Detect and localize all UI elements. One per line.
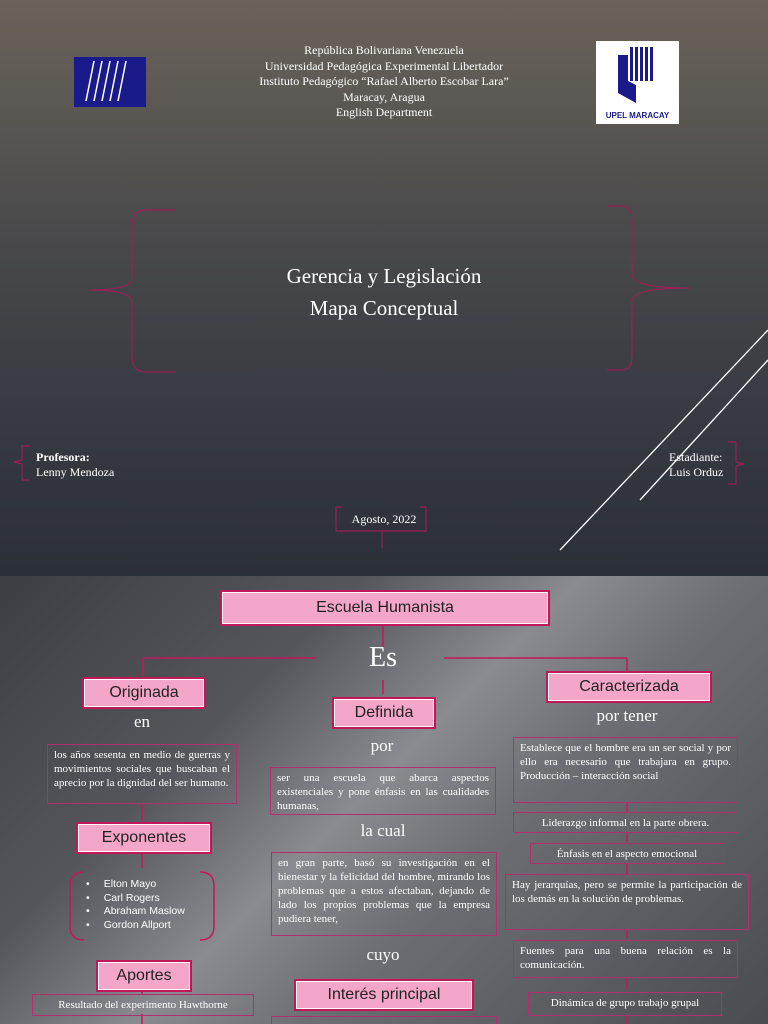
profesora-block xyxy=(36,450,114,480)
list-item: • Gordon Allport xyxy=(86,919,185,933)
header-line: English Department xyxy=(335,105,433,119)
exponentes-box: Exponentes xyxy=(76,822,212,854)
title-line-2: Mapa Conceptual xyxy=(309,296,459,320)
caracteristica-item: Liderazgo informal en la parte obrera. xyxy=(513,812,738,833)
header-line: República Bolivariana Venezuela xyxy=(304,43,464,57)
caracteristica-item: Fuentes para una buena relación es la comunicación. xyxy=(513,940,738,978)
profesora-label: Profesora: xyxy=(36,450,90,464)
exponentes-list xyxy=(86,878,185,932)
list-item: • Carl Rogers xyxy=(86,892,185,906)
presentation-date: Agosto, 2022 xyxy=(351,512,417,526)
list-item: • Abraham Maslow xyxy=(86,905,185,919)
estudiante-label: Estadiante: xyxy=(669,450,723,464)
originada-text: los años sesenta en medio de guerras y movimientos sociales que buscaban el aprecio por la dignidad del ser humano. xyxy=(47,744,237,804)
concept-map-slide xyxy=(0,576,768,1024)
estudiante-block xyxy=(669,450,723,480)
profesora-name: Lenny Mendoza xyxy=(36,465,115,479)
cuyo-connector: cuyo xyxy=(366,945,400,964)
interes-principal-box: Interés principal xyxy=(294,979,474,1011)
title-line-1: Gerencia y Legislación xyxy=(286,264,482,288)
en-connector: en xyxy=(133,712,151,731)
header-line: Universidad Pedagógica Experimental Libertador xyxy=(264,58,504,73)
por-tener-connector: por tener xyxy=(596,706,658,725)
caracterizada-box: Caracterizada xyxy=(546,671,712,703)
caracteristica-item: Énfasis en el aspecto emocional xyxy=(530,843,724,864)
presentation-title xyxy=(200,260,568,324)
header-line: Maracay, Aragua xyxy=(343,89,425,104)
originada-box: Originada xyxy=(82,677,206,709)
aportes-text: Resultado del experimento Hawthorne xyxy=(32,994,254,1016)
es-connector: Es xyxy=(369,642,397,673)
caracteristica-item: Hay jerarquías, pero se permite la participación de los demás en la solución de problemas. xyxy=(505,874,749,930)
aportes-box: Aportes xyxy=(96,960,192,992)
por-connector: por xyxy=(370,736,394,755)
estudiante-name: Luis Orduz xyxy=(669,465,724,479)
escuela-humanista-box: Escuela Humanista xyxy=(220,590,550,626)
list-item: • Elton Mayo xyxy=(86,878,185,892)
header-line: Instituto Pedagógico “Rafael Alberto Escobar Lara” xyxy=(259,74,509,88)
definida-text: ser una escuela que abarca aspectos existenciales y pone énfasis en las cualidades humanas, xyxy=(270,767,496,815)
definida-box: Definida xyxy=(332,697,436,729)
logo-caption: UPEL MARACAY xyxy=(605,111,670,120)
interes-text xyxy=(271,1016,497,1024)
investigacion-text: en gran parte, basó su investigación en el bienestar y la felicidad del hombre, mirando los problemas que a estos afectaban, dejando de lado los propios problemas que la empresa pudiera tener, xyxy=(271,852,497,936)
caracteristica-item: Establece que el hombre era un ser social y por ello era necesario que trabajara en grupo. Producción – interacción social xyxy=(513,737,738,803)
la-cual-connector: la cual xyxy=(360,821,406,840)
caracteristica-item: Dinámica de grupo trabajo grupal xyxy=(528,992,722,1016)
